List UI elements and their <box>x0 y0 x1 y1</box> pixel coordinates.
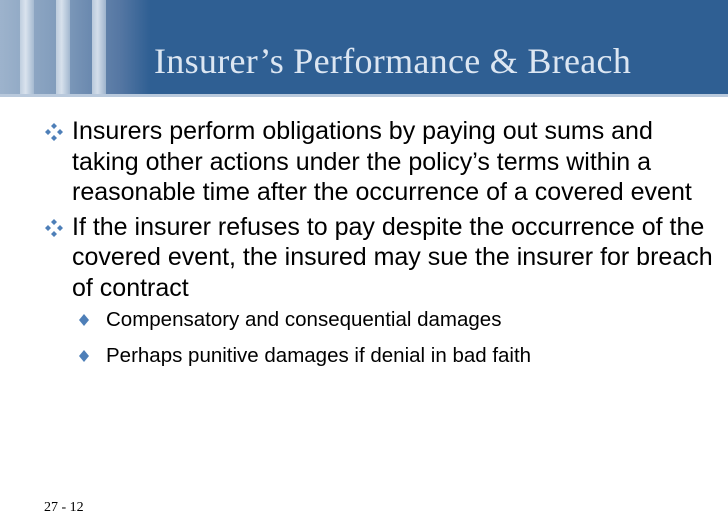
diamond-bullet-icon <box>77 349 91 363</box>
column-shape <box>20 0 34 94</box>
four-diamond-bullet-icon <box>44 218 64 238</box>
slide-title: Insurer’s Performance & Breach <box>154 41 632 81</box>
sub-bullet-text: Perhaps punitive damages if denial in bad faith <box>106 344 532 367</box>
columns-photo <box>0 0 150 94</box>
header-divider <box>0 94 728 97</box>
bullet-item <box>44 212 716 304</box>
sub-bullet-item <box>44 343 716 369</box>
bullet-item <box>44 116 716 208</box>
sub-bullet-item <box>44 307 716 333</box>
column-shape <box>56 0 70 94</box>
four-diamond-bullet-icon <box>44 122 64 142</box>
slide-body <box>44 116 716 379</box>
column-shape <box>92 0 106 94</box>
sub-bullet-text: Compensatory and consequential damages <box>106 308 502 331</box>
slide-number: 27 - 12 <box>44 500 84 515</box>
bullet-text: If the insurer refuses to pay despite the occurrence of the covered event, the insured may sue the insurer for breach of contract <box>72 212 713 302</box>
diamond-bullet-icon <box>77 313 91 327</box>
slide-header <box>0 0 728 94</box>
bullet-text: Insurers perform obligations by paying out sums and taking other actions under the policy’s terms within a reasonable time after the occurrence of a covered event <box>72 117 692 206</box>
